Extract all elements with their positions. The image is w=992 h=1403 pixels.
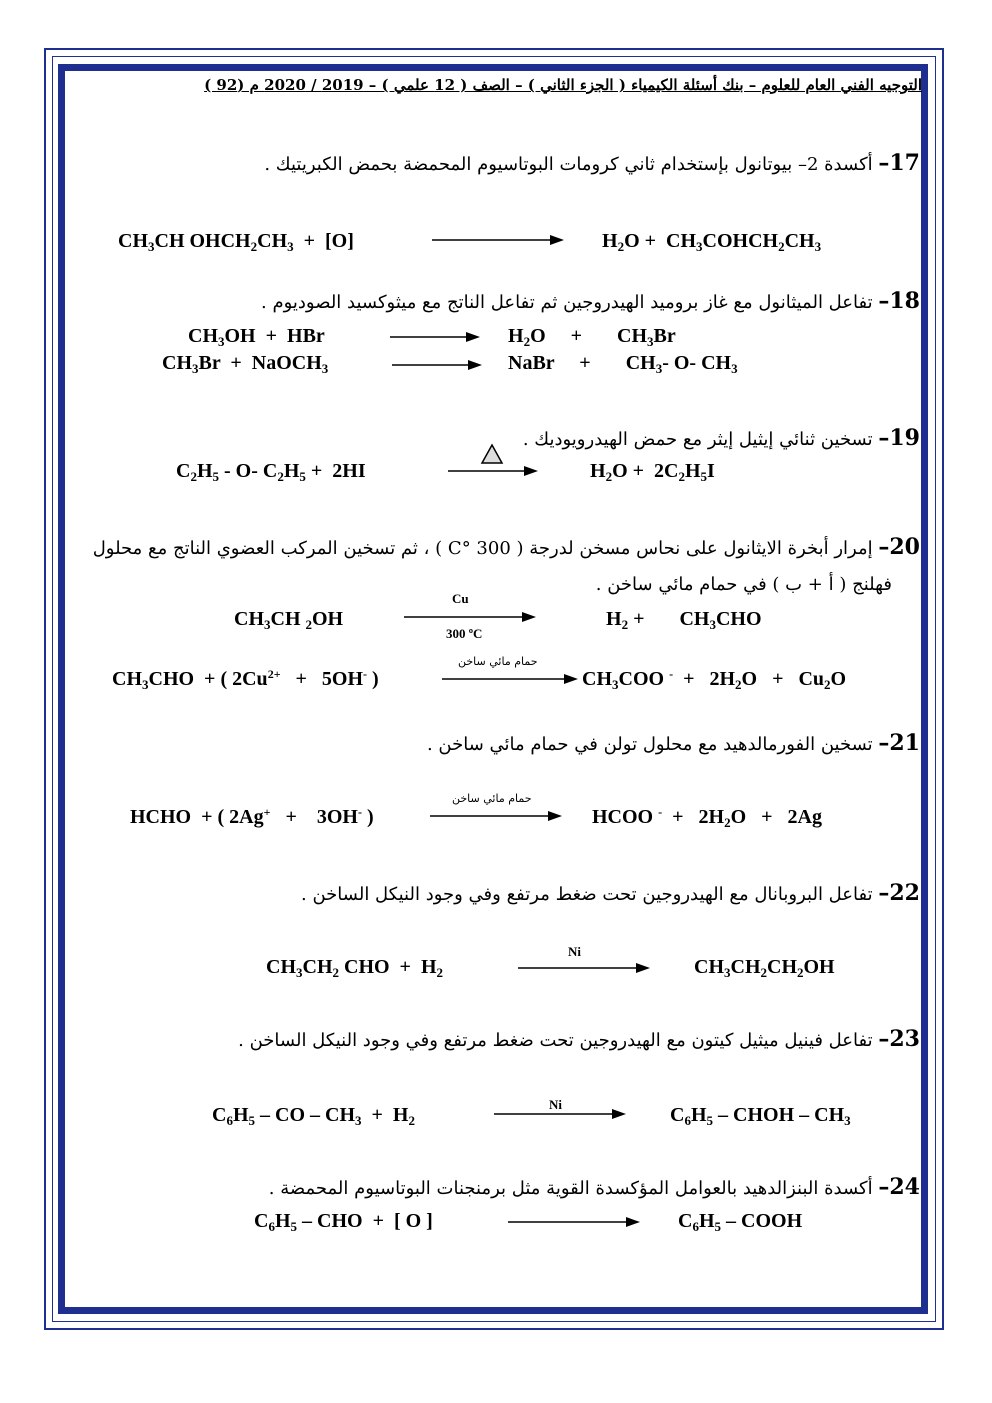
equation-21-reactants: HCHO + ( 2Ag+ + 3OH- ): [130, 805, 374, 828]
reaction-arrow: [432, 233, 564, 247]
equation-19-products: $H_2O + 2C_2H_5I$: [590, 460, 715, 484]
equation-19-reactants: $C_2H_5 - O-$ $C_2H_5 + 2HI$: [176, 460, 366, 484]
question-text: تسخين الفورمالدهيد مع محلول تولن في حمام مائي ساخن .: [426, 734, 873, 755]
question-22: [301, 880, 920, 906]
equation-24-reactants: $C_6H_5$ – CHO + [ O ]: [254, 1210, 433, 1234]
question-text: تفاعل الميثانول مع غاز بروميد الهيدروجين ثم تفاعل الناتج مع ميثوكسيد الصوديوم .: [261, 292, 873, 313]
question-number: 20–: [878, 534, 920, 560]
question-number: 19–: [878, 425, 920, 451]
question-number: 17–: [878, 150, 920, 176]
reaction-arrow: [430, 809, 562, 823]
question-20: [93, 534, 920, 560]
question-text: تسخين ثنائي إيثيل إيثر مع حمض الهيدرويوديك .: [522, 429, 873, 450]
reaction-arrow: [448, 464, 538, 478]
question-24: [269, 1174, 920, 1200]
question-number: 21–: [878, 730, 920, 756]
page-header: التوجيه الفني العام للعلوم – بنك أسئلة الكيمياء ( الجزء الثاني ) – الصف ( 12 علمي ) – 2019 / 2020 م (92 ): [204, 76, 922, 94]
equation-21-products: HCOO $^- + 2H_2O + 2Ag$: [592, 805, 822, 830]
equation-20a-reactants: $CH_3CH$ $_2$OH: [234, 608, 344, 632]
equation-23-products: $C_6H_5$ – CHOH – $CH_3$: [670, 1104, 851, 1128]
question-text: تفاعل فينيل ميثيل كيتون مع الهيدروجين تحت ضغط مرتفع وفي وجود النيكل الساخن .: [238, 1030, 873, 1051]
question-20-continued: [596, 574, 892, 595]
reaction-arrow: [390, 330, 480, 344]
equation-22-products: $CH_3CH_2CH_2OH$: [694, 956, 835, 980]
equation-20a-products: $H_2$ + $CH_3CHO$: [606, 608, 762, 632]
condition-label: حمام مائي ساخن: [458, 655, 538, 668]
question-number: 22–: [878, 880, 920, 906]
question-19: [523, 425, 920, 451]
question-number: 18–: [878, 288, 920, 314]
equation-23-reactants: $C_6H_5$ – CO – $CH_3 + H_2$: [212, 1104, 415, 1128]
equation-24-products: $C_6H_5$ – COOH: [678, 1210, 803, 1234]
reaction-arrow: [494, 1107, 626, 1121]
question-23: [238, 1026, 920, 1052]
reaction-arrow: [392, 358, 482, 372]
question-number: 23–: [878, 1026, 920, 1052]
catalyst-label: Ni: [549, 1097, 562, 1112]
equation-20b-products: $CH_3COO$ $^- + 2H_2O + Cu_2O$: [582, 667, 847, 692]
question-text: فهلنج ( أ + ب ) في حمام مائي ساخن .: [595, 574, 892, 595]
question-text: تفاعل البروبانال مع الهيدروجين تحت ضغط مرتفع وفي وجود النيكل الساخن .: [301, 884, 873, 905]
equation-22-reactants: $CH_3CH_2$ CHO + $H_2$: [266, 956, 444, 980]
equation-18a-reactants: $CH_3OH$ + HBr: [188, 325, 325, 349]
reaction-arrow: [508, 1215, 640, 1229]
equation-17-products: $H_2O$ + $CH_3COHCH_2CH_3$: [602, 230, 822, 254]
question-number: 24–: [878, 1174, 920, 1200]
equation-18b-reactants: $CH_3Br$ + NaOCH$_3$: [162, 352, 329, 376]
condition-label: حمام مائي ساخن: [452, 792, 532, 805]
equation-18b-products: NaBr + $CH_3-$ O- $CH_3$: [508, 352, 738, 376]
catalyst-label: Ni: [568, 944, 581, 959]
equation-17-reactants: $CH_3CH$ $OHCH_2CH_3 + [O]$: [118, 230, 354, 254]
reaction-arrow: [442, 672, 578, 686]
question-18: [261, 288, 920, 314]
equation-18a-products: $H_2O$ + $CH_3Br$: [508, 325, 676, 349]
question-text: أكسدة 2– بيوتانول بإستخدام ثاني كرومات البوتاسيوم المحمضة بحمض الكبريتيك .: [264, 154, 873, 175]
question-text: إمرار أبخرة الايثانول على نحاس مسخن لدرجة ( 300 °C ) ، ثم تسخين المركب العضوي الناتج مع محلول: [92, 538, 873, 559]
question-17: [264, 150, 920, 176]
reaction-arrow: [404, 610, 536, 624]
equation-20b-reactants: $CH_3CHO$ + ( $2Cu^{2+} + 5OH^-$ ): [112, 667, 379, 692]
temperature-label: 300 ºC: [446, 626, 483, 641]
reaction-arrow: [518, 961, 650, 975]
question-21: [427, 730, 920, 756]
catalyst-label: Cu: [452, 591, 469, 606]
question-text: أكسدة البنزالدهيد بالعوامل المؤكسدة القوية مثل برمنجنات البوتاسيوم المحمضة .: [268, 1178, 873, 1199]
